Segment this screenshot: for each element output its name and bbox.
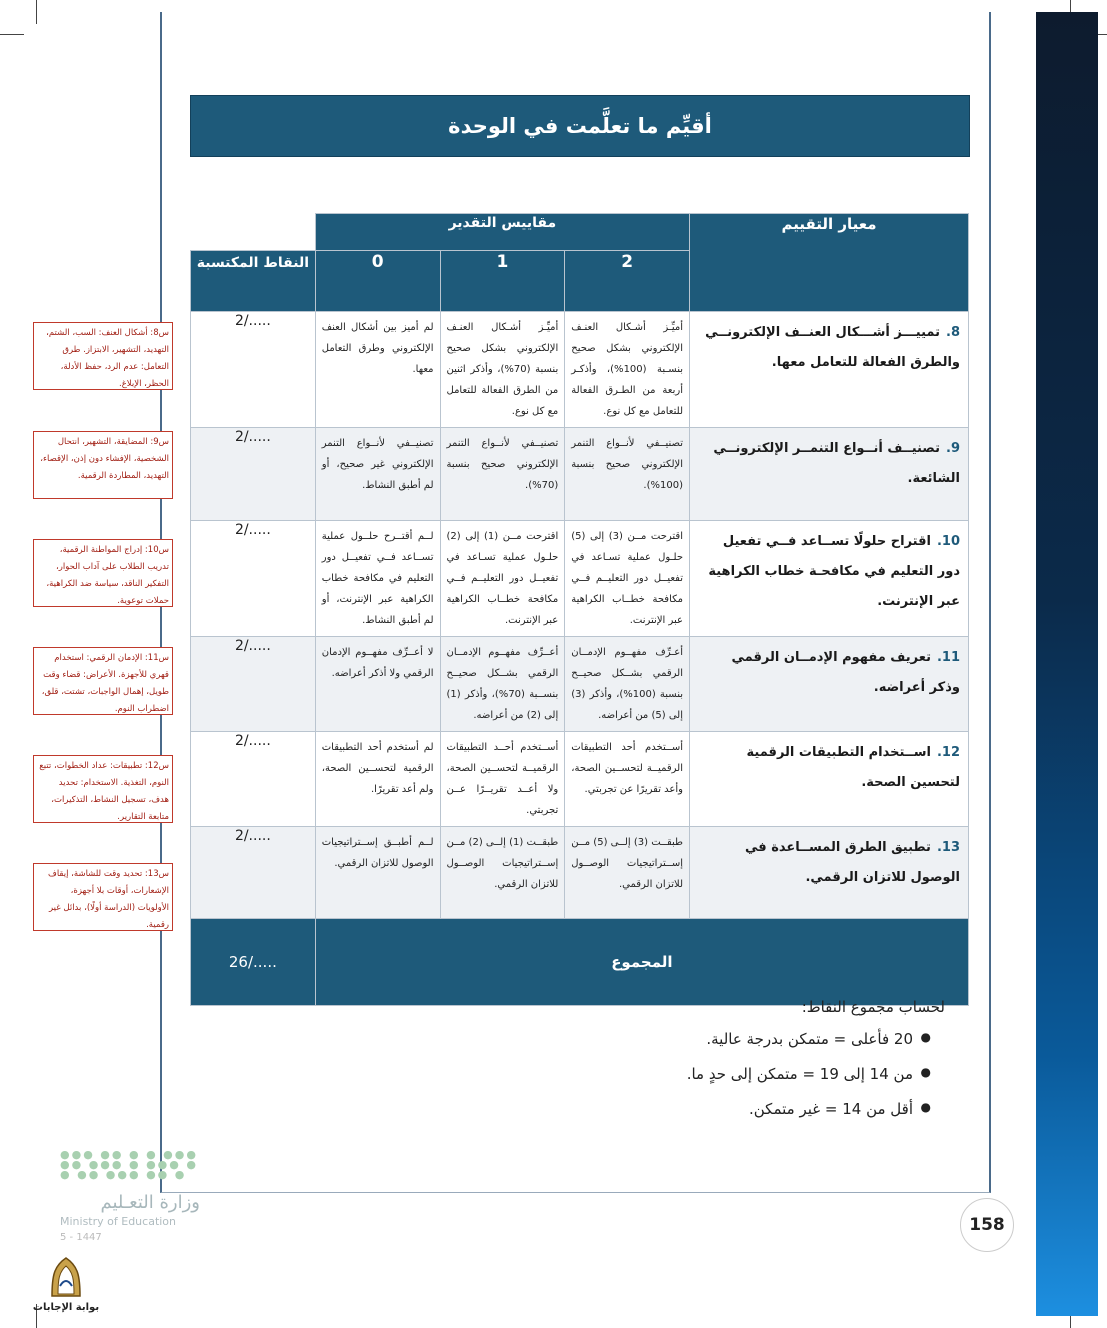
table-row bbox=[191, 827, 969, 919]
ministry-arabic: وزارة التعـليم bbox=[100, 1192, 200, 1213]
answer-note-12: س12: تطبيقات: عداد الخطوات، تتبع النوم، التغذية. الاستخدام: تحديد هدف، تسجيل النشاط، التذكيرات، متابعة التقارير. bbox=[33, 755, 173, 823]
level-1-cell: تصنيــفي لأنــواع التنمر الإلكتروني صحيح بنسبة (70%). bbox=[440, 428, 565, 521]
crop-mark bbox=[0, 34, 24, 35]
scoring-item: ● من 14 إلى 19 = متمكن إلى حدٍ ما. bbox=[600, 1065, 931, 1083]
points-cell: 2/..... bbox=[191, 521, 316, 637]
level-1-cell: أميِّـز أشـكال العنـف الإلكتروني بشكل صحيح بنسبة (70%)، وأذكر اثنين من الطرق الفعالة للتعامل مع كل نوع. bbox=[440, 312, 565, 428]
criteria-header: معيار التقييم bbox=[690, 214, 969, 312]
answer-note-10: س10: إدراج المواطنة الرقمية، تدريب الطلاب على آداب الحوار، التفكير الناقد، سياسة ضد الكراهية، حملات توعوية. bbox=[33, 539, 173, 607]
page-edge-band bbox=[1036, 12, 1098, 1316]
scoring-list bbox=[600, 1030, 945, 1118]
criterion-number: 8. bbox=[946, 325, 960, 340]
criterion-text: اقتراح حلولًا تســاعد فــي تفعيل دور التعليم في مكافحـة خطاب الكراهية عبر الإنترنت. bbox=[708, 534, 960, 609]
table-row bbox=[191, 428, 969, 521]
ministry-year: 5 - 1447 bbox=[60, 1232, 102, 1243]
answer-note-9: س9: المضايقة، التشهير، انتحال الشخصية، الإفشاء دون إذن، الإقصاء، التهديد، المطاردة الرقمية. bbox=[33, 431, 173, 499]
level-1-cell: طبقــت (1) إلــى (2) مــن إســتراتيجيات الوصــول للاتزان الرقمي. bbox=[440, 827, 565, 919]
blank-corner bbox=[191, 214, 316, 251]
answer-note-8: س8: أشكال العنف: السب، الشتم، التهديد، التشهير، الابتزاز. طرق التعامل: عدم الرد، حفظ الأدلة، الحظر، الإبلاغ. bbox=[33, 322, 173, 390]
level-2-cell: أميِّـز أشـكال العنـف الإلكتروني بشكل صحيح بنسـبة (100%)، وأذكـر أربعة من الطـرق الفعالة للتعامل مع كل نوع. bbox=[565, 312, 690, 428]
level-2-cell: أســتخدم أحد التطبيقات الرقميــة لتحســين الصحة، وأعد تقريرًا عن تجربتي. bbox=[565, 732, 690, 827]
scoring-item: ● أقل من 14 = غير متمكن. bbox=[600, 1100, 931, 1118]
criterion-cell bbox=[690, 827, 969, 919]
unit-title: أقيِّم ما تعلَّمت في الوحدة bbox=[190, 95, 970, 157]
level-header-2: 2 bbox=[565, 251, 690, 312]
level-0-cell: لا أعــرِّف مفهــوم الإدمان الرقمي ولا أذكر أعراضه. bbox=[315, 637, 440, 732]
points-cell: 2/..... bbox=[191, 732, 316, 827]
criterion-text: تصنيــف أنــواع التنمــر الإلكترونــي الشائعة. bbox=[713, 441, 960, 486]
criterion-number: 12. bbox=[936, 745, 960, 760]
criterion-number: 10. bbox=[936, 534, 960, 549]
scoring-item: ● 20 فأعلى = متمكن بدرجة عالية. bbox=[600, 1030, 931, 1048]
level-2-cell: اقترحت مــن (3) إلى (5) حلـول عملية تسـاعد في تفعيــل دور التعليــم فــي مكافحة خطــاب الكراهية عبر الإنترنت. bbox=[565, 521, 690, 637]
criterion-cell bbox=[690, 312, 969, 428]
table-row bbox=[191, 312, 969, 428]
scoring-label: لحساب مجموع النقاط: bbox=[801, 998, 945, 1016]
total-row bbox=[191, 919, 969, 1006]
criterion-text: تمييـــز أشـــكال العنــف الإلكترونــي والطرق الفعالة للتعامل معها. bbox=[705, 325, 960, 370]
points-header: النقاط المكتسبة bbox=[191, 251, 316, 312]
points-cell: 2/..... bbox=[191, 428, 316, 521]
criterion-cell bbox=[690, 637, 969, 732]
mosque-icon bbox=[46, 1256, 86, 1298]
total-points: 26/..... bbox=[191, 919, 316, 1006]
crop-mark bbox=[36, 0, 37, 24]
points-cell: 2/..... bbox=[191, 312, 316, 428]
criterion-text: تعريف مفهوم الإدمــان الرقمي وذكر أعراضه. bbox=[731, 650, 960, 695]
criterion-cell bbox=[690, 428, 969, 521]
ministry-dots-icon: ●●● ●● ● ● ●●● ●● ●●● ● ●●● ● ● ●● ●●● ●● ● bbox=[60, 1148, 198, 1181]
level-0-cell: لم أميز بين أشكال العنف الإلكتروني وطرق التعامل معها. bbox=[315, 312, 440, 428]
level-2-cell: تصنيــفي لأنــواع التنمر الإلكتروني صحيح بنسبة (100%). bbox=[565, 428, 690, 521]
criterion-number: 13. bbox=[936, 840, 960, 855]
criterion-number: 9. bbox=[946, 441, 960, 456]
answers-portal-logo bbox=[30, 1256, 102, 1313]
criterion-number: 11. bbox=[936, 650, 960, 665]
answer-note-13: س13: تحديد وقت للشاشة، إيقاف الإشعارات، أوقات بلا أجهزة، الأولويات (الدراسة أولًا)، بدائل غير رقمية. bbox=[33, 863, 173, 931]
level-0-cell: لم أستخدم أحد التطبيقات الرقمية لتحســين الصحة، ولم أعد تقريرًا. bbox=[315, 732, 440, 827]
level-1-cell: اقترحت مــن (1) إلى (2) حلـول عملية تسـاعد في تفعيــل دور التعليــم فــي مكافحة خطــاب الكراهية عبر الإنترنت. bbox=[440, 521, 565, 637]
criterion-text: تطبيق الطرق المســاعدة في الوصول للاتزان الرقمي. bbox=[745, 840, 960, 885]
scales-header: مقاييس التقدير bbox=[315, 214, 689, 251]
level-2-cell: طبقــت (3) إلــى (5) مــن إســتراتيجيات الوصــول للاتزان الرقمي. bbox=[565, 827, 690, 919]
scoring-guide bbox=[600, 998, 945, 1135]
table-row bbox=[191, 732, 969, 827]
level-1-cell: أســتخدم أحــد التطبيقات الرقميــة لتحســين الصحة، ولا أعــد تقريــرًا عــن تجربتي. bbox=[440, 732, 565, 827]
assessment-rubric-table bbox=[190, 213, 969, 1006]
level-header-1: 1 bbox=[440, 251, 565, 312]
criterion-cell bbox=[690, 521, 969, 637]
level-0-cell: لــم أقتــرح حلــول عملية تســاعد فــي تفعيــل دور التعليم في مكافحة خطاب الكراهية عبر الإنترنت، أو لم أطبق النشاط. bbox=[315, 521, 440, 637]
portal-label: بوابة الإجابات bbox=[32, 1302, 100, 1313]
level-1-cell: أعــرِّف مفهــوم الإدمــان الرقمي بشــكل صحيــح بنســبة (70%)، وأذكر (1) إلى (2) من أعراضه. bbox=[440, 637, 565, 732]
total-label: المجموع bbox=[315, 919, 968, 1006]
level-2-cell: أعـرِّف مفهــوم الإدمــان الرقمي بشــكل صحيــح بنسبة (100%)، وأذكر (3) إلى (5) من أعراضه. bbox=[565, 637, 690, 732]
level-0-cell: تصنيــفي لأنــواع التنمر الإلكتروني غير صحيح، أو لم أطبق النشاط. bbox=[315, 428, 440, 521]
page-number: 158 bbox=[960, 1198, 1014, 1252]
ministry-logo bbox=[60, 1150, 200, 1243]
answer-note-11: س11: الإدمان الرقمي: استخدام قهري للأجهزة. الأعراض: قضاء وقت طويل، إهمال الواجبات، تشتت، قلق، اضطراب النوم. bbox=[33, 647, 173, 715]
points-cell: 2/..... bbox=[191, 827, 316, 919]
criterion-cell bbox=[690, 732, 969, 827]
table-row bbox=[191, 637, 969, 732]
level-header-0: 0 bbox=[315, 251, 440, 312]
table-row bbox=[191, 521, 969, 637]
criterion-text: اســتخدام التطبيقات الرقمية لتحسين الصحة. bbox=[746, 745, 960, 790]
level-0-cell: لــم أطبــق إســتراتيجيات الوصول للاتزان الرقمي. bbox=[315, 827, 440, 919]
handwritten-answer-notes bbox=[33, 322, 173, 931]
points-cell: 2/..... bbox=[191, 637, 316, 732]
ministry-english: Ministry of Education bbox=[60, 1215, 177, 1228]
